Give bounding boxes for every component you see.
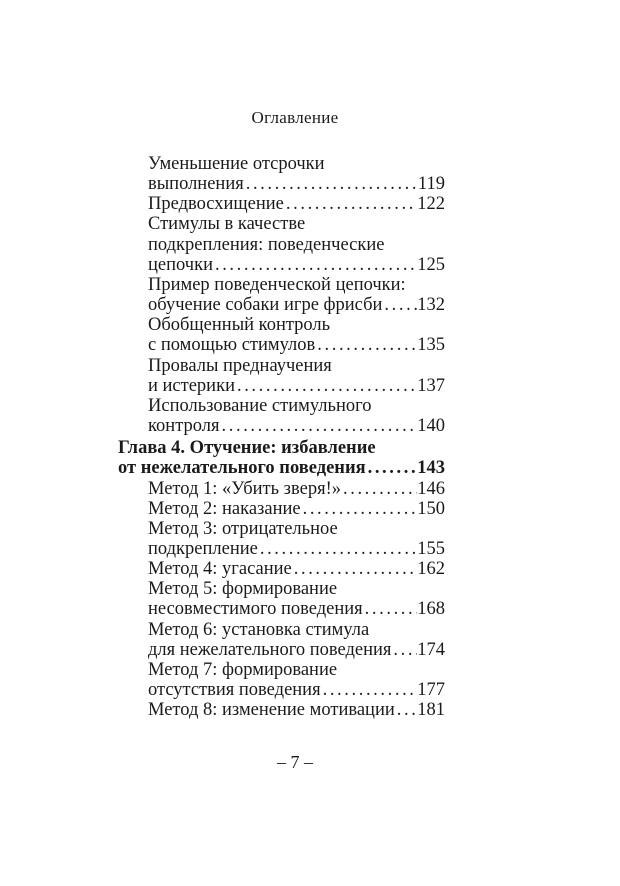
toc-page-number: 150	[417, 498, 445, 519]
dot-leader	[395, 700, 418, 720]
toc-page-number: 140	[417, 416, 445, 437]
toc-entry-line: Провалы преднаучения	[148, 355, 332, 376]
toc-entry-line: подкрепления: поведенческие	[148, 234, 385, 255]
toc-entry-line: выполнения	[148, 174, 244, 195]
dot-leader	[301, 499, 418, 519]
toc-entry	[118, 519, 445, 559]
toc-entry-last-line	[148, 680, 445, 700]
toc-entry	[118, 660, 445, 700]
toc-entry	[118, 559, 445, 579]
toc-entry-line: Обобщенный контроль	[148, 315, 331, 336]
toc-page-number: 155	[417, 538, 445, 559]
toc-entry-last-line	[148, 295, 445, 315]
toc-entry	[118, 396, 445, 436]
toc-page-number: 168	[417, 599, 445, 620]
toc-entry-last-line	[148, 499, 445, 519]
toc-entry	[118, 315, 445, 355]
toc-entry-last-line	[148, 335, 445, 355]
toc-entry-line: Метод 4: угасание	[148, 559, 292, 580]
toc-entry-line: Метод 2: наказание	[148, 498, 301, 519]
toc-page-number: 137	[417, 375, 445, 396]
toc-entry-line: обучение собаки игре фрисби	[148, 295, 383, 316]
toc-entry	[118, 194, 445, 214]
toc-entry-line: Предвосхищение	[148, 194, 284, 215]
dot-leader	[213, 255, 417, 275]
toc-entry-line: Использование стимульного	[148, 395, 372, 416]
toc-entry-line: Метод 3: отрицательное	[148, 518, 338, 539]
toc-page-number: 122	[417, 194, 445, 215]
toc-page-number: 132	[417, 295, 445, 316]
toc-entry-last-line	[148, 539, 445, 559]
toc-entry-last-line	[148, 416, 445, 436]
toc-entry-line: подкрепление	[148, 538, 258, 559]
dot-leader	[315, 335, 417, 355]
dot-leader	[258, 539, 417, 559]
toc-entry-line: Пример поведенческой цепочки:	[148, 274, 406, 295]
dot-leader	[341, 479, 417, 499]
toc-page-number: 181	[417, 700, 445, 721]
dot-leader	[321, 680, 418, 700]
toc-chapter-entry	[118, 438, 445, 478]
dot-leader	[292, 559, 418, 579]
toc-entry	[118, 154, 445, 194]
toc-entry-last-line	[148, 640, 445, 660]
dot-leader	[391, 640, 417, 660]
toc-entry-last-line	[148, 255, 445, 275]
toc-entry-last-line	[148, 599, 445, 619]
toc-entry-line: Стимулы в качестве	[148, 214, 306, 235]
toc-entry-line: Метод 7: формирование	[148, 659, 338, 680]
dot-leader	[366, 458, 418, 478]
toc-entry-line: Метод 6: установка стимула	[148, 619, 370, 640]
toc-entry-last-line	[148, 479, 445, 499]
dot-leader	[244, 174, 418, 194]
toc-entry-last-line	[148, 376, 445, 396]
toc-page-number: 146	[417, 478, 445, 499]
table-of-contents	[118, 154, 445, 720]
toc-entry-line: Глава 4. Отучение: избавление	[118, 438, 376, 459]
toc-entry-line: цепочки	[148, 254, 213, 275]
toc-entry-line: от нежелательного поведения	[118, 458, 366, 479]
toc-page-number: 174	[417, 639, 445, 660]
toc-page-number: 125	[417, 254, 445, 275]
toc-entry-line: и истерики	[148, 375, 235, 396]
toc-entry-line: Метод 1: «Убить зверя!»	[148, 478, 341, 499]
toc-page-number: 119	[417, 174, 445, 195]
toc-entry	[118, 275, 445, 315]
running-title: Оглавление	[251, 108, 339, 127]
toc-entry	[118, 700, 445, 720]
dot-leader	[220, 416, 418, 436]
page-number: – 7 –	[277, 752, 313, 772]
toc-entry	[118, 620, 445, 660]
toc-entry	[118, 479, 445, 499]
toc-entry-last-line	[148, 559, 445, 579]
toc-entry-last-line	[118, 458, 445, 478]
toc-entry	[118, 499, 445, 519]
dot-leader	[382, 295, 417, 315]
toc-entry-last-line	[148, 700, 445, 720]
toc-entry-line: для нежелательного поведения	[148, 639, 392, 660]
dot-leader	[284, 194, 417, 214]
toc-entry-last-line	[148, 194, 445, 214]
toc-entry-line: отсутствия поведения	[148, 680, 321, 701]
toc-entry-line: Метод 5: формирование	[148, 579, 338, 600]
toc-page-number: 143	[417, 458, 445, 479]
toc-entry-line: Метод 8: изменение мотивации	[148, 700, 395, 721]
toc-page-number: 135	[417, 335, 445, 356]
toc-entry	[118, 356, 445, 396]
toc-entry	[118, 214, 445, 274]
toc-page-number: 162	[417, 559, 445, 580]
toc-entry	[118, 579, 445, 619]
toc-entry-line: с помощью стимулов	[148, 335, 316, 356]
toc-entry-line: Уменьшение отсрочки	[148, 154, 325, 174]
toc-entry-line: контроля	[148, 416, 220, 437]
toc-entry-last-line	[148, 174, 445, 194]
dot-leader	[235, 376, 417, 396]
toc-page-number: 177	[417, 680, 445, 701]
toc-entry-line: несовместимого поведения	[148, 599, 363, 620]
dot-leader	[363, 599, 418, 619]
